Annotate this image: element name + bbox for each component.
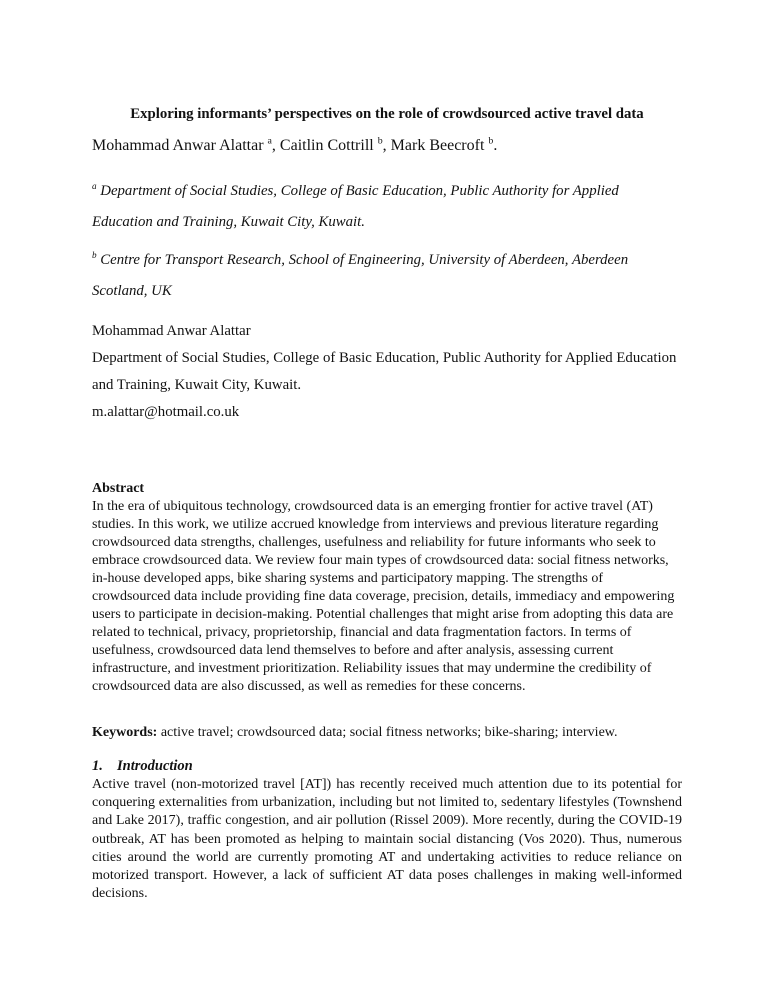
- affiliation-a: [92, 176, 682, 238]
- author-affiliation-marker: b: [488, 135, 494, 147]
- page-title: Exploring informants’ perspectives on the role of crowdsourced active travel data: [130, 106, 644, 122]
- author-affiliation-marker: b: [377, 135, 383, 147]
- authors-line: [92, 133, 682, 159]
- abstract-body: In the era of ubiquitous technology, crowdsourced data is an emerging frontier for active travel (AT) studies. In this work, we utilize accrued knowledge from interviews and previous literature regarding crowdsourced data strengths, challenges, usefulness and reliability for future informants who seek to embrace crowdsourced data. We review four main types of crowdsourced data: social fitness networks, in-house developed apps, bike sharing systems and participatory mapping. The strengths of crowdsourced data include providing fine data coverage, precision, details, immediacy and empowering users to participate in decision-making. Potential challenges that might arise from adopting this data are related to technical, privacy, proprietorship, financial and data fragmentation factors. In terms of usefulness, crowdsourced data lend themselves to before and after analysis, assessing current infrastructure, and investment prioritization. Reliability issues that may undermine the credibility of crowdsourced data are also discussed, as well as remedies for these concerns.: [92, 499, 675, 694]
- author-name: Mohammad Anwar Alattar: [92, 137, 268, 154]
- correspondence-block: [92, 318, 682, 426]
- correspondence-address: Department of Social Studies, College of Basic Education, Public Authority for Applied Education and Training, Kuwait City, Kuwait.: [92, 350, 677, 393]
- keywords-text: active travel; crowdsourced data; social fitness networks; bike-sharing; interview.: [157, 725, 618, 740]
- affiliation-marker: a: [92, 181, 97, 192]
- section-heading-introduction: [92, 757, 682, 775]
- section-number: 1.: [92, 758, 103, 774]
- affiliation-marker: b: [92, 250, 97, 261]
- affiliation-text: Department of Social Studies, College of Basic Education, Public Authority for Applied Education and Training, Kuwait City, Kuwait.: [92, 183, 619, 230]
- author-name: , Mark Beecroft: [382, 137, 489, 154]
- author-name: , Caitlin Cottrill: [271, 137, 378, 154]
- section-title: Introduction: [117, 758, 193, 774]
- author-affiliation-marker: a: [267, 135, 272, 147]
- keywords-line: [92, 724, 682, 742]
- abstract-heading: Abstract: [92, 481, 145, 496]
- correspondence-name: Mohammad Anwar Alattar: [92, 323, 251, 339]
- correspondence-email: m.alattar@hotmail.co.uk: [92, 404, 240, 420]
- affiliation-text: Centre for Transport Research, School of Engineering, University of Aberdeen, Aberdeen Scotland, UK: [92, 252, 629, 299]
- introduction-body: Active travel (non-motorized travel [AT]) has recently received much attention due to its potential for conquering externalities from urbanization, including but not limited to, sedentary lifestyles (Townshend and Lake 2017), traffic congestion, and air pollution (Rissel 2009). More recently, during the COVID-19 outbreak, AT has been promoted as helping to maintain social distancing (Vos 2020). Thus, numerous cities around the world are currently promoting AT and undertaking activities to reduce reliance on motorized transport. However, a lack of sufficient AT data poses challenges in making well-informed decisions.: [92, 777, 682, 902]
- affiliation-b: [92, 245, 682, 307]
- authors-line-end: .: [493, 137, 498, 154]
- keywords-label: Keywords:: [92, 725, 158, 740]
